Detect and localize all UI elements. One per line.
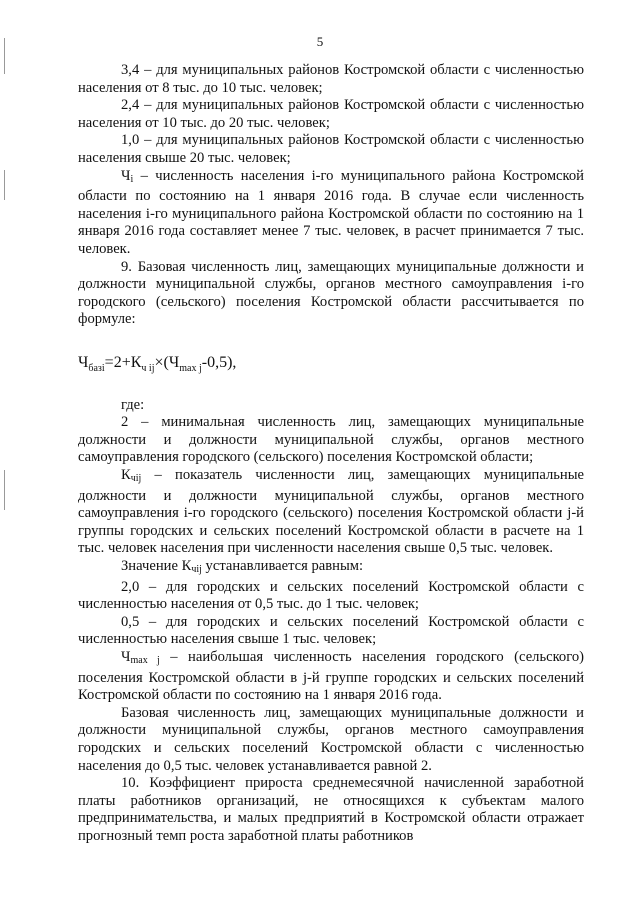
scan-margin-mark — [4, 470, 5, 510]
scan-margin-mark — [4, 170, 5, 200]
paragraph: $Ч_i$ – численность населения i-го муниципального района Костромской области по состоянию на 1 января 2016 года. В случае если численность населения i-го муниципального района Костромской области по состоянию на 1 января 2016 года составляет менее 7 тыс. человек, в расчет принимается 7 тыс. человек. — [78, 167, 584, 257]
paragraph: 2 – минимальная численность лиц, замещающих муниципальные должности и должности муниципальной службы, органов местного самоуправления городского (сельского) поселения Костромской области; — [78, 414, 584, 466]
paragraph: где: — [121, 396, 145, 413]
paragraph: 9. Базовая численность лиц, замещающих муниципальные должности и должности муниципальной службы, органов местного самоуправления i-го городского (сельского) поселения Костромской области рассчитывается по формуле: — [78, 258, 584, 328]
formula: $Ч_{базi}=2+К_{ч ij}\times(Ч_{max j}-0,5)$, — [78, 353, 237, 375]
paragraph: Значение $К_{чij}$ устанавливается равным: — [121, 558, 364, 576]
paragraph: $К_{чij}$ – показатель численности лиц, замещающих муниципальные должности и должности муниципальной службы, органов местного самоуправления i-го городского (сельского) поселения Костромской области j-й группы городских и сельских поселений Костромской области в расчете на 1 тыс. человек населения при численности населения свыше 0,5 тыс. человек. — [78, 467, 584, 557]
document-body — [78, 62, 584, 846]
symbol-max-population: $Ч_{max j}$ — [121, 649, 160, 666]
symbol-population: $Ч_i$ — [121, 167, 134, 185]
page-number: 5 — [316, 34, 324, 49]
paragraph: 0,5 – для городских и сельских поселений Костромской области с численностью населения свыше 1 тыс. человек; — [78, 613, 584, 648]
paragraph: 3,4 – для муниципальных районов Костромской области с численностью населения от 8 тыс. до 10 тыс. человек; — [78, 62, 584, 96]
symbol-coefficient: $К_{чij}$ — [121, 467, 142, 485]
paragraph: 10. Коэффициент прироста среднемесячной начисленной заработной платы работников организаций, не относящихся к субъектам малого предпринимательства, и малых предприятий в Костромской области отражает прогнозный темп роста заработной платы работников — [78, 775, 584, 844]
paragraph: 2,0 – для городских и сельских поселений Костромской области с численностью населения от 0,5 тыс. до 1 тыс. человек; — [78, 578, 584, 613]
paragraph: Базовая численность лиц, замещающих муниципальные должности и должности муниципальной службы, органов местного самоуправления городских и сельских поселений Костромской области с численностью населения до 0,5 тыс. человек устанавливается равной 2. — [78, 704, 584, 774]
paragraph: 2,4 – для муниципальных районов Костромской области с численностью населения от 10 тыс. до 20 тыс. человек; — [78, 97, 584, 131]
paragraph: 1,0 – для муниципальных районов Костромской области с численностью населения свыше 20 тыс. человек; — [78, 132, 584, 166]
paragraph: $Ч_{max j}$ – наибольшая численность населения городского (сельского) поселения Костромской области в j-й группе городских и сельских поселений Костромской области по состоянию на 1 января 2016 года. — [78, 649, 585, 704]
